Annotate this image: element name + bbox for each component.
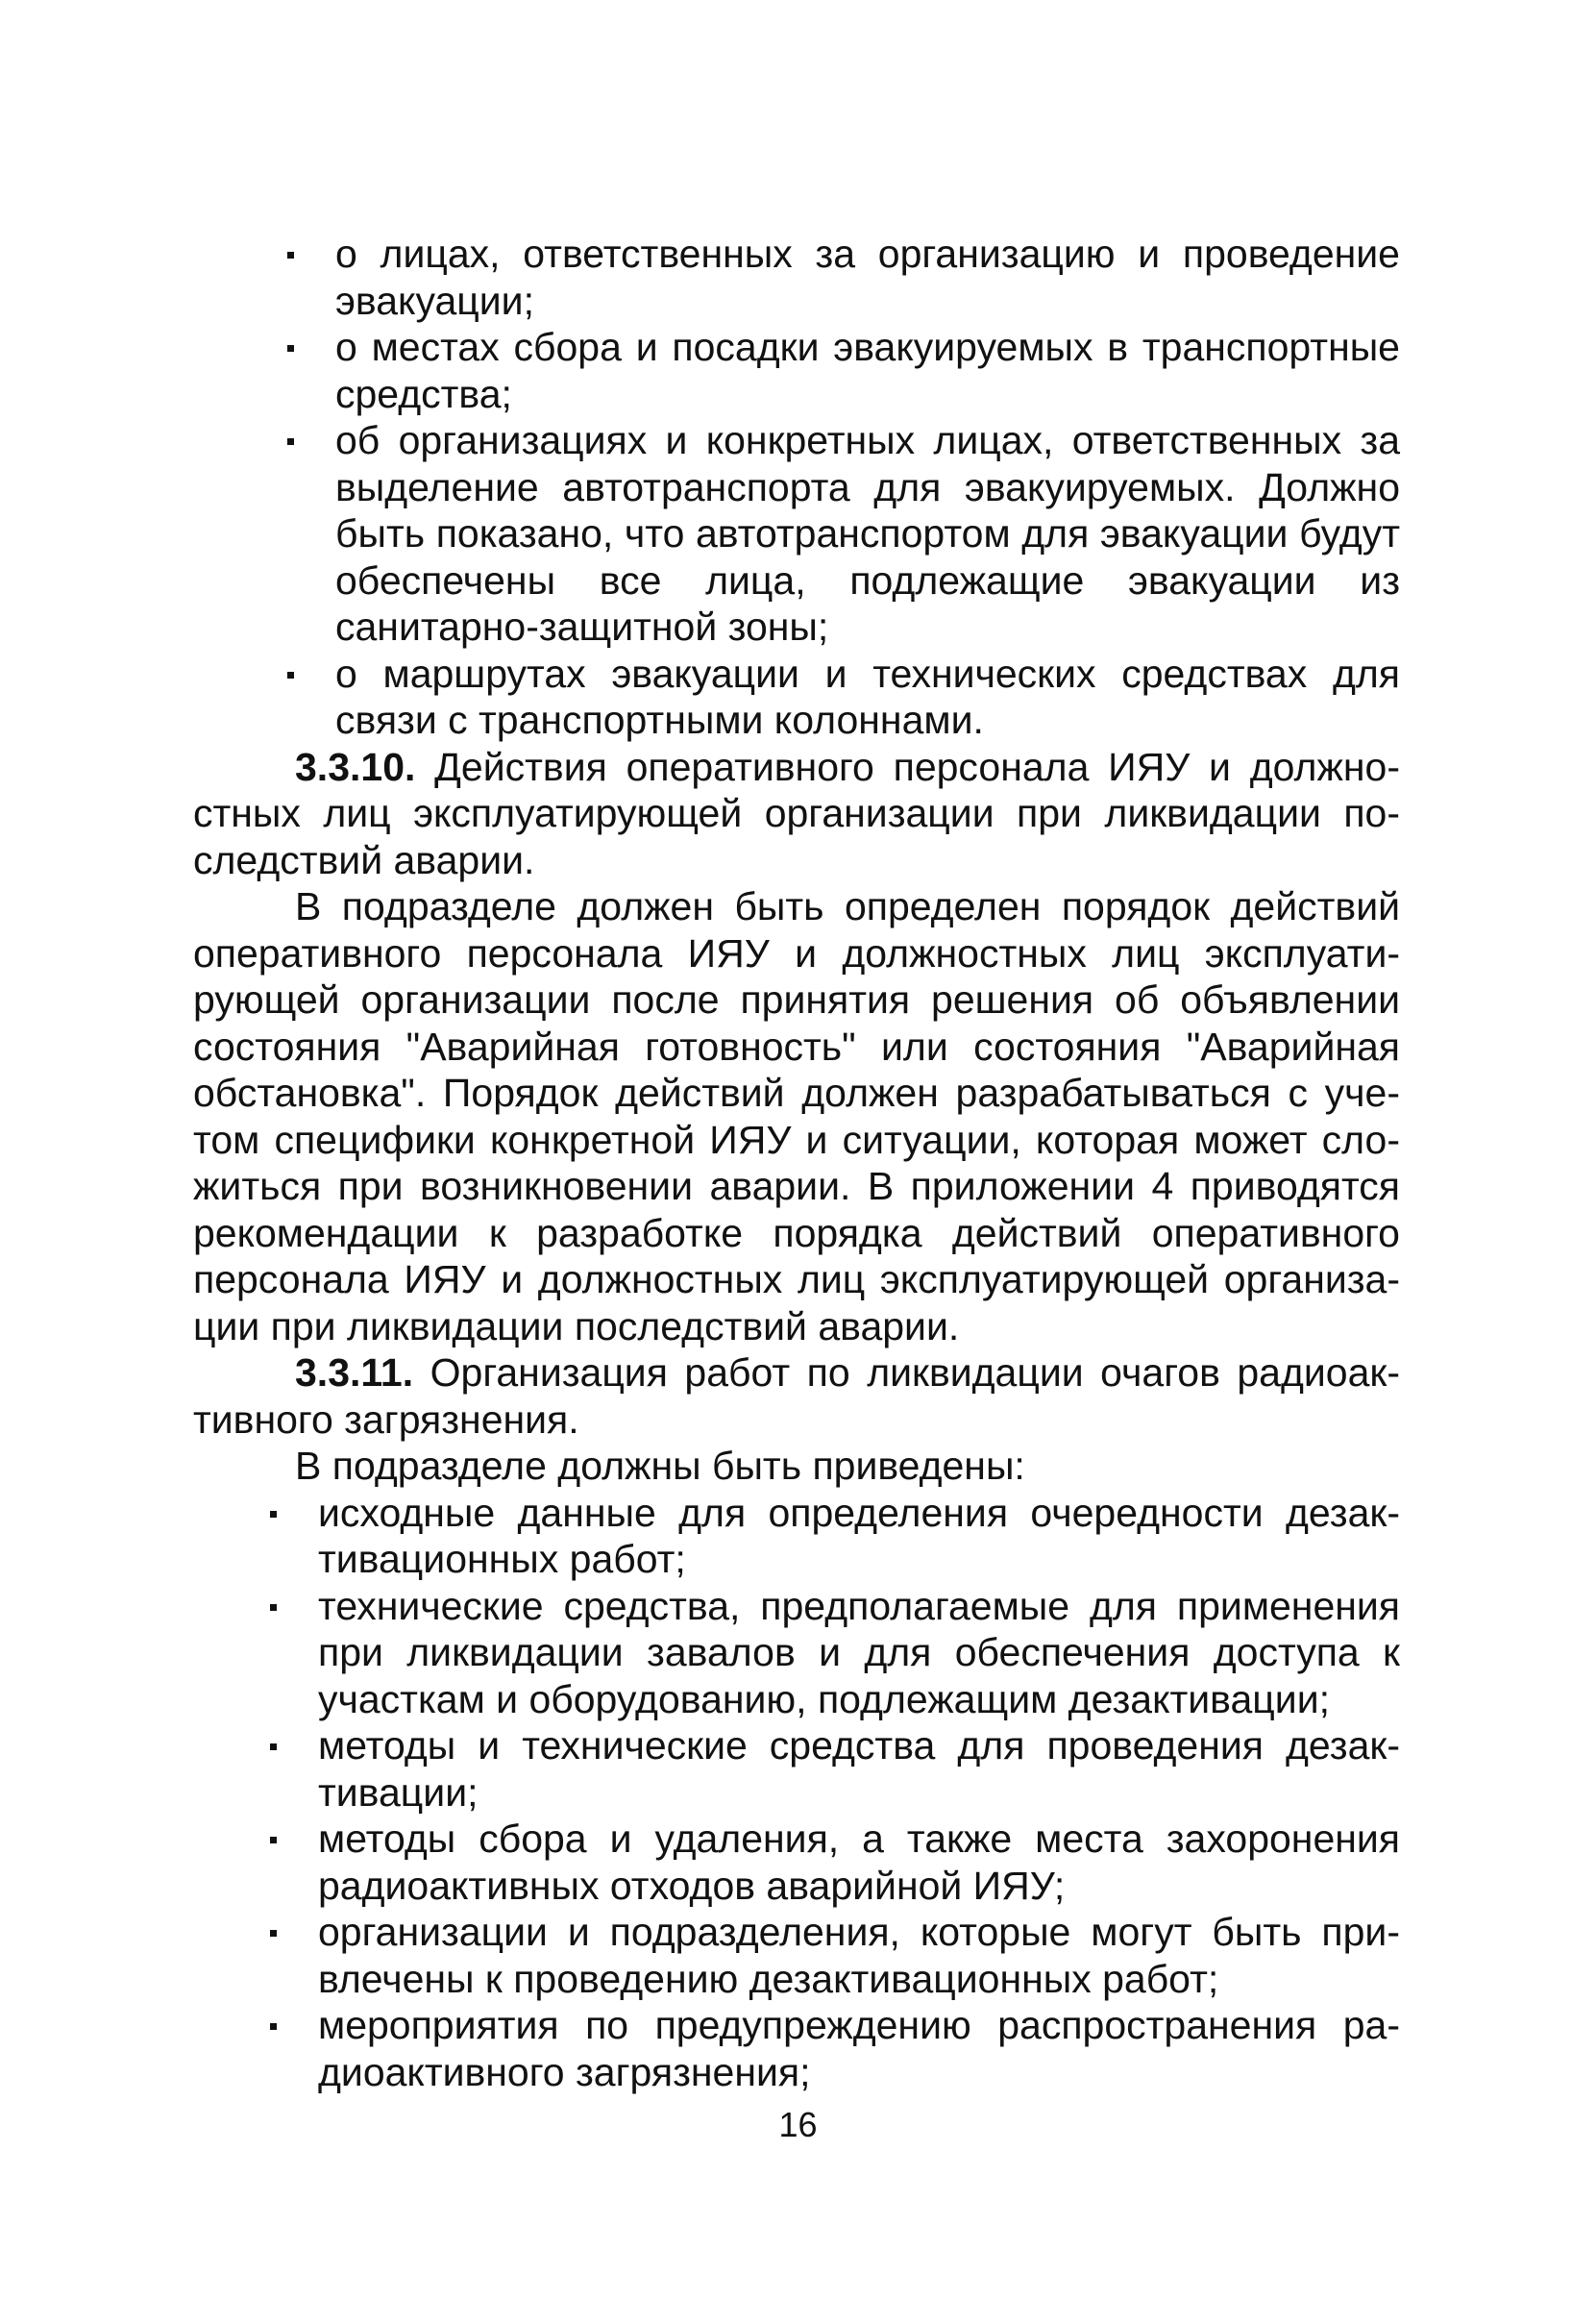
section-number: 3.3.11. <box>295 1350 414 1395</box>
list-item: методы сбора и удаления, а также места захоронения радиоактивных отходов аварийной ИЯУ; <box>268 1816 1400 1909</box>
list-item: о лицах, ответственных за организацию и проведение эвакуации; <box>285 231 1400 324</box>
list-item: об организациях и конкретных лицах, ответственных за выделение автотранспорта для эвакуируемых. Должно быть показано, что автотранспортом для эвакуации будут обеспечены все лица, подлежащие эвакуации из санитарно-защитной зоны; <box>285 417 1400 651</box>
list-item: организации и подразделения, которые могут быть привлечены к проведению дезактивационных работ; <box>268 1909 1400 2002</box>
list-item: технические средства, предполагаемые для применения при ликвидации завалов и для обеспечения доступа к участкам и оборудованию, подлежащим дезактивации; <box>268 1583 1400 1723</box>
section-title: Действия оперативного персонала ИЯУ и должностных лиц эксплуатирующей организации при ликвидации последствий аварии. <box>193 744 1400 882</box>
evacuation-info-list <box>193 231 1400 744</box>
list-item: о маршрутах эвакуации и технических средствах для связи с транспортными колоннами. <box>285 651 1400 744</box>
section-3-3-10-heading <box>193 744 1400 884</box>
section-number: 3.3.10. <box>295 744 416 789</box>
list-item: исходные данные для определения очередности дезактивационных работ; <box>268 1490 1400 1583</box>
document-page <box>193 231 1400 2095</box>
list-item: мероприятия по предупреждению распространения радиоактивного загрязнения; <box>268 2002 1400 2095</box>
section-title: Организация работ по ликвидации очагов радиоактивного загрязнения. <box>193 1350 1400 1442</box>
list-item: методы и технические средства для проведения дезактивации; <box>268 1722 1400 1816</box>
list-item: о местах сбора и посадки эвакуируемых в транспортные средства; <box>285 324 1400 417</box>
decontamination-list <box>193 1490 1400 2096</box>
page-number: 16 <box>778 2105 818 2144</box>
section-3-3-11-intro: В подразделе должны быть приведены: <box>295 1444 1025 1488</box>
section-3-3-10-paragraph: В подразделе должен быть определен порядок действий оперативного персонала ИЯУ и должностных лиц эксплуатирующей организации после принятия решения об объявлении состояния "Аварийная готовность" или состояния "Аварийная обстановка". Порядок действий должен разрабатываться с учетом специфики конкретной ИЯУ и ситуации, которая может сложиться при возникновении аварии. В приложении 4 приводятся рекомендации к разработке порядка действий оперативного персонала ИЯУ и должностных лиц эксплуатирующей организации при ликвидации последствий аварии. <box>193 884 1400 1348</box>
section-3-3-11-heading <box>193 1349 1400 1443</box>
